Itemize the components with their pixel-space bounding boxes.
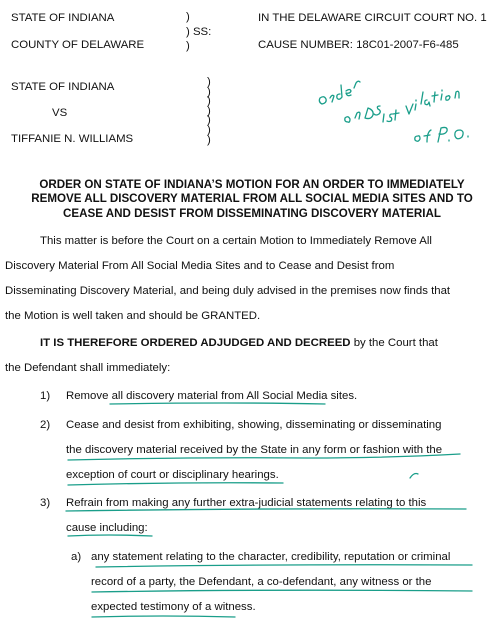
caption-versus: VS bbox=[52, 107, 68, 119]
ordered-line-2: the Defendant shall immediately: bbox=[5, 362, 171, 374]
item-line: the discovery material received by the State in any form or fashion with the bbox=[66, 444, 443, 456]
item-number: 2) bbox=[40, 419, 51, 431]
order-title-line: ORDER ON STATE OF INDIANA’S MOTION FOR AN ORDER TO IMMEDIATELY bbox=[39, 178, 465, 191]
item-number: 1) bbox=[40, 390, 51, 402]
item-line: cause including: bbox=[66, 522, 148, 534]
order-title-line: REMOVE ALL DISCOVERY MATERIAL FROM ALL SOCIAL MEDIA SITES AND TO bbox=[31, 192, 473, 206]
caption-cause-number: CAUSE NUMBER: 18C01-2007-F6-485 bbox=[258, 39, 459, 51]
ordered-rest: by the Court that bbox=[350, 337, 438, 349]
subitem-number: a) bbox=[71, 551, 82, 563]
caption-county: COUNTY OF DELAWARE bbox=[11, 39, 145, 51]
caption-paren-top: ) bbox=[186, 11, 190, 23]
order-title bbox=[8, 178, 496, 221]
item-line: Cease and desist from exhibiting, showing, disseminating or disseminating bbox=[66, 419, 442, 431]
underline bbox=[92, 590, 472, 592]
order-title-line: CEASE AND DESIST FROM DISSEMINATING DISCOVERY MATERIAL bbox=[63, 206, 441, 220]
underline bbox=[410, 474, 418, 479]
caption-party-plaintiff: STATE OF INDIANA bbox=[11, 81, 115, 93]
item-line: Refrain from making any further extra-judicial statements relating to this bbox=[66, 497, 427, 509]
ordered-heading: IT IS THEREFORE ORDERED ADJUDGED AND DECREED bbox=[40, 337, 351, 349]
subitem-line: record of a party, the Defendant, a co-defendant, any witness or the bbox=[91, 576, 432, 588]
underline bbox=[92, 616, 235, 617]
caption-paren-column: ) ) ) ) ) ) ) bbox=[207, 76, 211, 146]
caption-ss: ) SS: bbox=[186, 26, 212, 38]
underline bbox=[96, 565, 472, 567]
caption-party-defendant: TIFFANIE N. WILLIAMS bbox=[11, 133, 134, 145]
caption-state-left: STATE OF INDIANA bbox=[11, 12, 115, 24]
subitem-line: any statement relating to the character, credibility, reputation or criminal bbox=[91, 551, 451, 563]
underline bbox=[68, 535, 152, 536]
item-line: exception of court or disciplinary hearings. bbox=[66, 469, 279, 481]
underline bbox=[110, 403, 325, 404]
intro-line: Disseminating Discovery Material, and being duly advised in the premises now finds that bbox=[5, 285, 451, 297]
item-line: Remove all discovery material from All Social Media sites. bbox=[66, 390, 358, 402]
intro-line: This matter is before the Court on a certain Motion to Immediately Remove All bbox=[40, 235, 432, 247]
caption-court: IN THE DELAWARE CIRCUIT COURT NO. 1 bbox=[258, 12, 487, 24]
subitem-line: expected testimony of a witness. bbox=[91, 601, 256, 613]
caption-paren-bottom: ) bbox=[186, 40, 190, 52]
item-number: 3) bbox=[40, 497, 51, 509]
intro-line: the Motion is well taken and should be GRANTED. bbox=[5, 310, 261, 322]
underline bbox=[68, 483, 283, 485]
handwritten-note bbox=[300, 44, 500, 154]
ordered-line bbox=[40, 336, 438, 350]
intro-line: Discovery Material From All Social Media Sites and to Cease and Desist from bbox=[5, 260, 395, 272]
